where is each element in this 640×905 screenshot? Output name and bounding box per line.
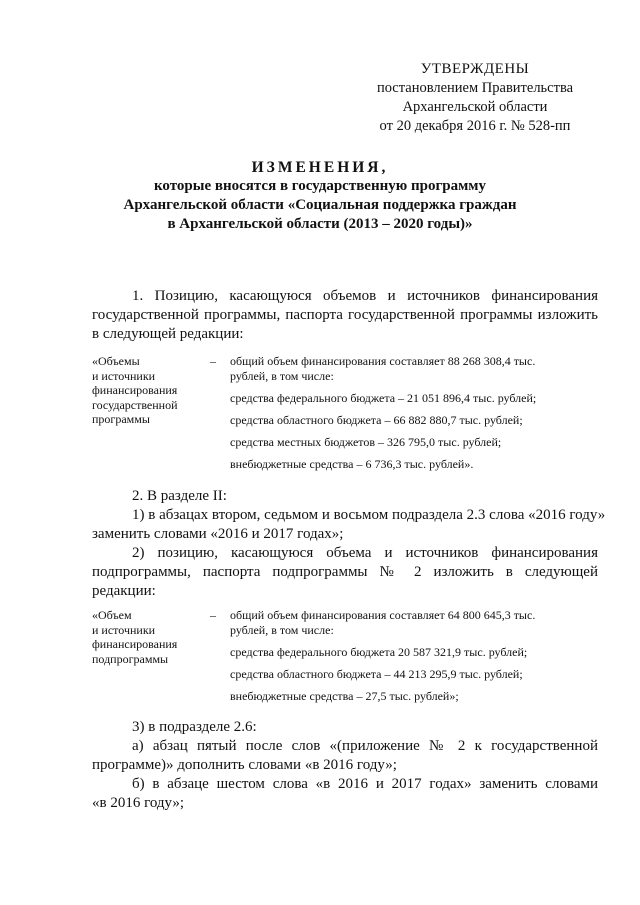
label-line: финансирования (92, 383, 178, 397)
label-line: «Объем (92, 608, 132, 622)
label-line: финансирования (92, 637, 178, 651)
table-2-row: средства областного бюджета – 44 213 295,9 тыс. рублей; (230, 667, 523, 681)
paragraph-line: подпрограммы, паспорта подпрограммы № 2 изложить в следующей (92, 564, 598, 580)
title-subline: которые вносятся в государственную программу (153, 178, 487, 194)
label-line: «Объемы (92, 354, 140, 368)
approval-heading: УТВЕРЖДЕНЫ (420, 61, 530, 77)
paragraph-line: «в 2016 году»; (92, 795, 185, 811)
title-subline: Архангельской области «Социальная поддержка граждан (123, 197, 517, 213)
paragraph-line: заменить словами «2016 и 2017 годах»; (92, 526, 344, 542)
table-1-row: общий объем финансирования составляет 88 268 308,4 тыс. (230, 354, 536, 368)
title-main: ИЗМЕНЕНИЯ, (251, 159, 389, 176)
paragraph-line: б) в абзаце шестом слова «в 2016 и 2017 годах» заменить словами (132, 776, 598, 792)
table-1-label (92, 354, 178, 427)
item-1-paragraph (92, 287, 598, 344)
table-1-row: средства местных бюджетов – 326 795,0 тыс. рублей; (230, 435, 502, 449)
table-2-row: общий объем финансирования составляет 64 800 645,3 тыс. (230, 608, 536, 622)
table-1-row: средства областного бюджета – 66 882 880,7 тыс. рублей; (230, 413, 523, 427)
table-1-dash: – (210, 354, 216, 368)
paragraph-line: в следующей редакции: (92, 326, 244, 342)
item-2-paragraph (92, 487, 606, 601)
table-2-row: рублей, в том числе: (230, 623, 334, 637)
table-1-row: внебюджетные средства – 6 736,3 тыс. рублей». (230, 457, 474, 471)
paragraph-line: а) абзац пятый после слов «(приложение № 2 к государственной (132, 738, 598, 754)
approval-line: постановлением Правительства (376, 80, 574, 96)
paragraph-line: государственной программы, паспорта государственной программы изложить (92, 307, 598, 323)
document-title (0, 158, 640, 234)
approval-stamp (360, 60, 590, 136)
label-line: и источники (92, 368, 156, 383)
label-line: государственной (92, 397, 178, 412)
paragraph-heading: 2. В разделе II: (132, 488, 227, 504)
item-3-paragraph (92, 718, 598, 813)
label-line: подпрограммы (92, 651, 169, 666)
paragraph-heading: 3) в подразделе 2.6: (132, 719, 257, 735)
paragraph-line: 1) в абзацах втором, седьмом и восьмом подраздела 2.3 слова «2016 году» (132, 507, 606, 523)
title-subline: в Архангельской области (2013 – 2020 годы)» (167, 216, 473, 232)
table-1-row: рублей, в том числе: (230, 369, 334, 383)
paragraph-line: 1. Позицию, касающуюся объемов и источников финансирования (132, 288, 598, 304)
table-1-row: средства федерального бюджета – 21 051 896,4 тыс. рублей; (230, 391, 537, 405)
label-line: и источники (92, 622, 156, 637)
paragraph-line: 2) позицию, касающуюся объема и источников финансирования (132, 545, 598, 561)
paragraph-line: программе)» дополнить словами «в 2016 году»; (92, 757, 397, 773)
approval-line: от 20 декабря 2016 г. № 528-пп (379, 118, 571, 134)
table-2-row: внебюджетные средства – 27,5 тыс. рублей»; (230, 689, 459, 703)
table-2-label (92, 608, 177, 666)
approval-line: Архангельской области (402, 99, 548, 115)
label-line: программы (92, 412, 150, 426)
table-2-dash: – (210, 608, 216, 622)
table-2-row: средства федерального бюджета 20 587 321,9 тыс. рублей; (230, 645, 528, 659)
paragraph-line: редакции: (92, 583, 156, 599)
